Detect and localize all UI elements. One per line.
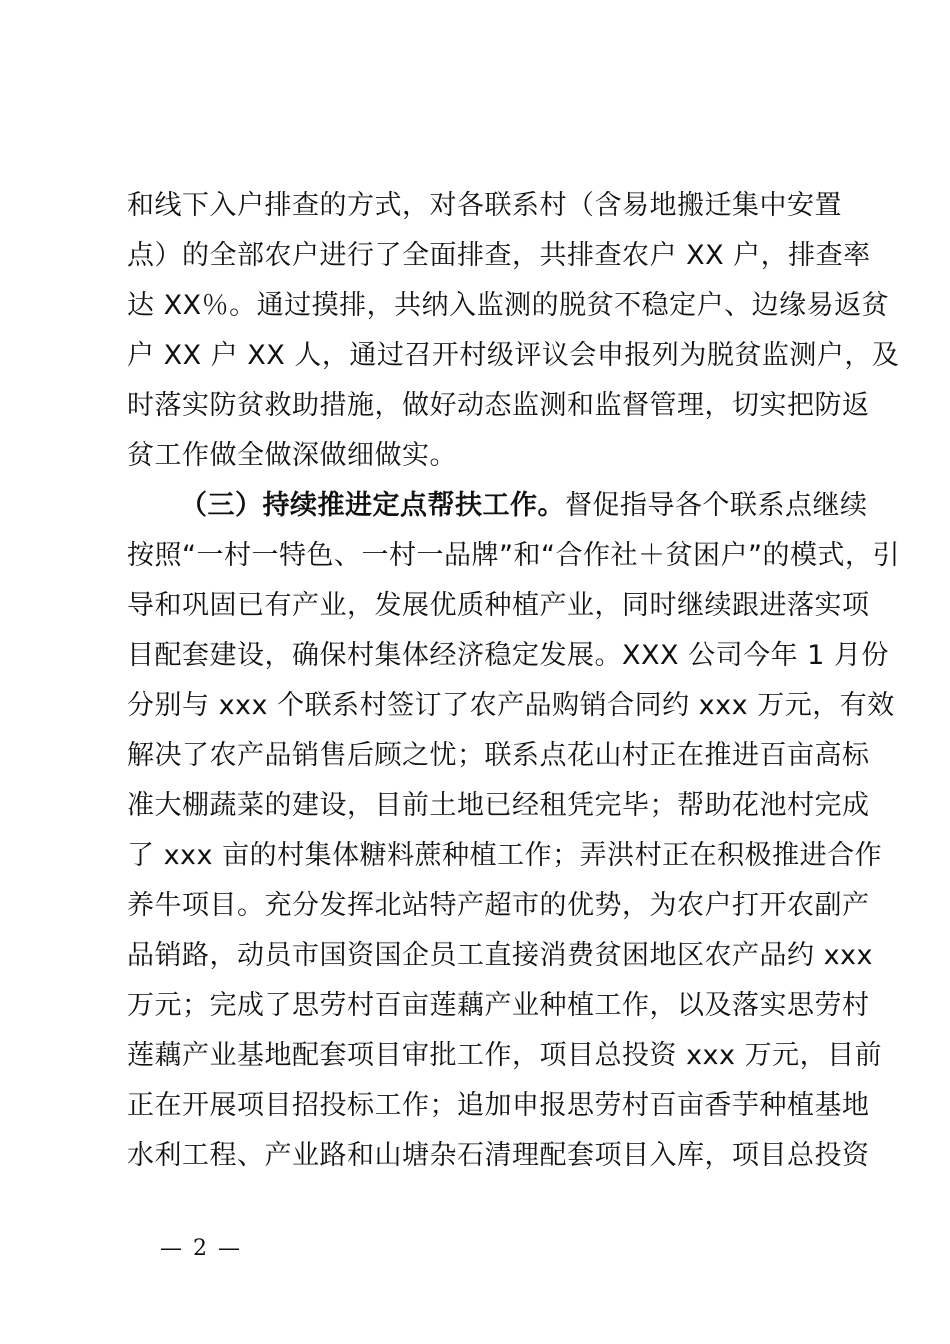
- paragraph-line: 水利工程、产业路和山塘杂石清理配套项目入库，项目总投资: [127, 1140, 870, 1171]
- paragraph-line: 莲藕产业基地配套项目审批工作，项目总投资 xxx 万元，目前: [127, 1040, 883, 1071]
- section-first-line: [180, 481, 868, 531]
- paragraph-line: 点）的全部农户进行了全面排查，共排查农户 XX 户，排查率: [127, 240, 871, 271]
- paragraph-line: 分别与 xxx 个联系村签订了农产品购销合同约 xxx 万元，有效: [127, 690, 895, 721]
- paragraph-line: 达 XX％。通过摸排，共纳入监测的脱贫不稳定户、边缘易返贫: [127, 290, 890, 321]
- paragraph-line: 和线下入户排查的方式，对各联系村（含易地搬迁集中安置: [127, 190, 842, 221]
- paragraph-line: 目配套建设，确保村集体经济稳定发展。XXX 公司今年 1 月份: [127, 640, 889, 671]
- paragraph-line: 解决了农产品销售后顾之忧；联系点花山村正在推进百亩高标: [127, 740, 870, 771]
- paragraph-line: 正在开展项目招投标工作；追加申报思劳村百亩香芋种植基地: [127, 1090, 870, 1121]
- paragraph-line: 按照“一村一特色、一村一品牌”和“合作社＋贫困户”的模式，引: [127, 540, 900, 571]
- section-first-line-text: 督促指导各个联系点继续: [565, 490, 868, 521]
- paragraph-line: 养牛项目。充分发挥北站特产超市的优势，为农户打开农副产: [127, 890, 870, 921]
- paragraph-line: 时落实防贫救助措施，做好动态监测和监督管理，切实把防返: [127, 390, 870, 421]
- paragraph-line: 贫工作做全做深做细做实。: [127, 440, 457, 471]
- paragraph-line: 了 xxx 亩的村集体糖料蔗种植工作；弄洪村正在积极推进合作: [127, 840, 883, 871]
- paragraph-line: 万元；完成了思劳村百亩莲藕产业种植工作，以及落实思劳村: [127, 990, 870, 1021]
- paragraph-line: 户 XX 户 XX 人，通过召开村级评议会申报列为脱贫监测户，及: [127, 340, 900, 371]
- paragraph-line: 导和巩固已有产业，发展优质种植产业，同时继续跟进落实项: [127, 590, 870, 621]
- paragraph-line: 准大棚蔬菜的建设，目前土地已经租凭完毕；帮助花池村完成: [127, 790, 870, 821]
- page-number: — 2 —: [160, 1236, 242, 1261]
- paragraph-line: 品销路，动员市国资国企员工直接消费贫困地区农产品约 xxx: [127, 940, 874, 971]
- section-heading: （三）持续推进定点帮扶工作。: [180, 490, 565, 521]
